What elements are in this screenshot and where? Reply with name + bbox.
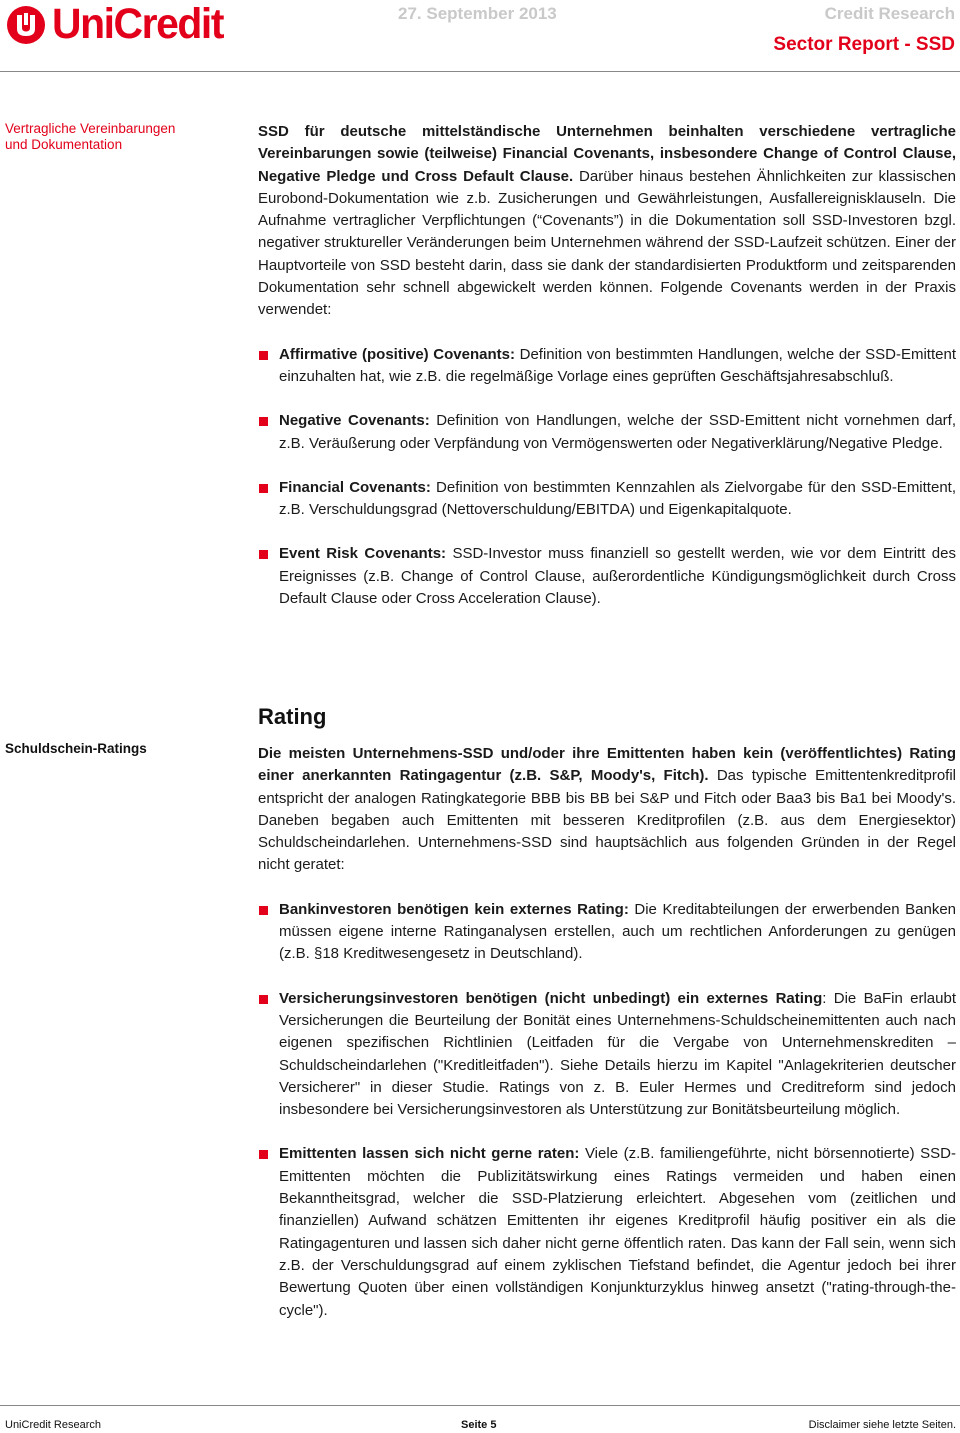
page-header xyxy=(0,0,960,112)
covenants-list xyxy=(258,344,956,611)
list-item xyxy=(258,899,956,966)
brand-name: UniCredit xyxy=(52,0,223,48)
covenants-intro-text: Darüber hinaus bestehen Ähnlichkeiten zur klassischen Eurobond-Dokumentation wie z.b. Zusicherungen und Gewährleistungen, Ausfallereignisklauseln. Die Aufnahme vertraglicher Verpflichtungen (“Covenants”) in die Dokumentation soll SSD-Investoren bzgl. negativer struktureller Veränderungen beim Unternehmen während der SSD-Laufzeit schützen. Einer der Hauptvorteile von SSD besteht darin, dass sie dank der standardisierten Produktform und zeitsparenden Dokumentation sehr schnell abgewickelt werden können. Folgende Covenants werden in der Praxis verwendet: xyxy=(258,167,956,319)
bullet-square-icon xyxy=(259,1150,268,1159)
bullet-square-icon xyxy=(259,906,268,915)
rating-intro-bold: Die meisten Unternehmens-SSD und/oder ihre Emittenten haben kein (veröffentlichtes) Rating einer anerkannten Ratingagentur (z.B. S&P, Moody's, Fitch). xyxy=(258,745,956,785)
unicredit-logo-icon xyxy=(6,5,46,45)
sidenote-ratings: Schuldschein-Ratings xyxy=(5,741,147,756)
bullet-text: Definition von bestimmten Handlungen, welche der SSD-Emittent einzuhalten hat, wie z.B. die regelmäßige Vorlage eines geprüften Geschäftsjahresabschluß. xyxy=(279,345,956,385)
bullet-square-icon xyxy=(259,550,268,559)
footer-divider xyxy=(0,1405,960,1406)
bullet-text: SSD-Investor muss finanziell so gestellt werden, wie vor dem Eintritt des Ereignisses (z.B. Change of Control Clause, außerordentliche Kündigungsmöglichkeit durch Cross Default Clause oder Cross Acceleration Clause). xyxy=(279,545,956,608)
bullet-text: Die Kreditabteilungen der erwerbenden Banken müssen eigene interne Ratinganalysen erstellen, auch um rechtlichen Anforderungen zu genügen (z.B. §18 Kreditwesengesetz in Deutschland). xyxy=(279,900,957,963)
list-item xyxy=(258,543,956,610)
rating-intro xyxy=(258,743,956,877)
list-item xyxy=(258,988,956,1122)
covenants-intro xyxy=(258,121,956,322)
bullet-text: Definition von bestimmten Kennzahlen als Zielvorgabe für den SSD-Emittent, z.B. Verschuldungsgrad (Nettoverschuldung/EBITDA) und Eigenkapitalquote. xyxy=(279,478,956,519)
page-number: Seite 5 xyxy=(461,1419,497,1431)
bullet-title: Negative Covenants: xyxy=(279,412,430,430)
rating-section xyxy=(258,743,956,1322)
rating-reasons-list xyxy=(258,899,956,1322)
list-item xyxy=(258,410,956,455)
bullet-title: Event Risk Covenants: xyxy=(279,545,447,563)
bullet-title: Versicherungsinvestoren benötigen (nicht unbedingt) ein externes Rating xyxy=(279,989,823,1007)
bullet-square-icon xyxy=(259,417,268,426)
bullet-title: Bankinvestoren benötigen kein externes Rating: xyxy=(279,900,629,918)
list-item xyxy=(258,344,956,389)
unicredit-logo xyxy=(6,0,232,48)
covenants-section xyxy=(258,121,956,610)
list-item xyxy=(258,1143,956,1321)
footer-publisher: UniCredit Research xyxy=(5,1419,101,1431)
header-divider xyxy=(0,71,960,72)
footer-disclaimer: Disclaimer siehe letzte Seiten. xyxy=(808,1419,956,1431)
covenants-intro-bold: SSD für deutsche mittelständische Unternehmen beinhalten verschiedene vertragliche Vereinbarungen sowie (teilweise) Financial Covenants, insbesondere Change of Control Clause, Negative Pledge und Cross Default Clause. xyxy=(258,123,956,185)
rating-heading: Rating xyxy=(258,704,327,729)
bullet-title: Financial Covenants: xyxy=(279,478,431,496)
bullet-text: Definition von Handlungen, welche der SSD-Emittent nicht vornehmen darf, z.B. Veräußerung oder Verpfändung von Vermögenswerten oder Negativerklärung/Negative Pledge. xyxy=(279,412,956,452)
bullet-square-icon xyxy=(259,484,268,493)
list-item xyxy=(258,477,956,522)
sidenote-contracts: Vertragliche Vereinbarungen und Dokumentation xyxy=(5,121,176,152)
bullet-text: : Die BaFin erlaubt Versicherungen die Beurteilung der Bonität eines Unternehmens-Schuldscheinemittenten auch nach eigenen spezifischen Richtlinien (Leitfaden für die Vergabe von Unternehmenskrediten – Schuldscheindarlehen ("Kreditleitfaden"). Siehe Details hierzu im Kapitel "Anlagekriterien deutscher Versicherer" in dieser Studie. Ratings von z. B. Euler Hermes und Creditreform sind jedoch insbesondere bei Versicherungsinvestoren als Unterstützung zur Bonitätsbeurteilung möglich. xyxy=(279,989,956,1119)
rating-intro-text: Das typische Emittentenkreditprofil entspricht der analogen Ratingkategorie BBB bis BB bei S&P und Fitch oder Baa3 bis Ba1 bei Moody's. Daneben begaben auch Emittenten mit besseren Kreditprofilen (z.B. aus dem Energiesektor) Schuldscheindarlehen. Unternehmens-SSD sind hauptsächlich aus folgenden Gründen in der Regel nicht geratet: xyxy=(258,767,956,874)
department-label: Credit Research xyxy=(824,4,955,23)
bullet-square-icon xyxy=(259,995,268,1004)
bullet-title: Affirmative (positive) Covenants: xyxy=(279,345,515,363)
bullet-text: Viele (z.B. familiengeführte, nicht börsennotierte) SSD-Emittenten möchten die Publizitätswirkung eines Ratings vermeiden und haben einen Bekanntheitsgrad, welcher die SSD-Platzierung erleichtert. Abgesehen vom (zeitlichen und finanziellen) Aufwand schätzen Emittenten ihr eigenes Kreditprofil häufig positiver ein als die Ratingagenturen und lassen sich daher nicht gerne öffentlich raten. Das kann der Fall sein, wenn sich z.B. der Verschuldungsgrad auf einem zyklischen Tiefstand befindet, die Agentur jedoch bei ihrer Bewertung Quoten über einen vollständigen Konjunkturzyklus hinweg ansetzt ("rating-through-the-cycle"). xyxy=(279,1145,956,1319)
bullet-title: Emittenten lassen sich nicht gerne raten: xyxy=(279,1145,580,1163)
report-date: 27. September 2013 xyxy=(398,4,557,23)
report-title: Sector Report - SSD xyxy=(773,34,955,55)
bullet-square-icon xyxy=(259,351,268,360)
